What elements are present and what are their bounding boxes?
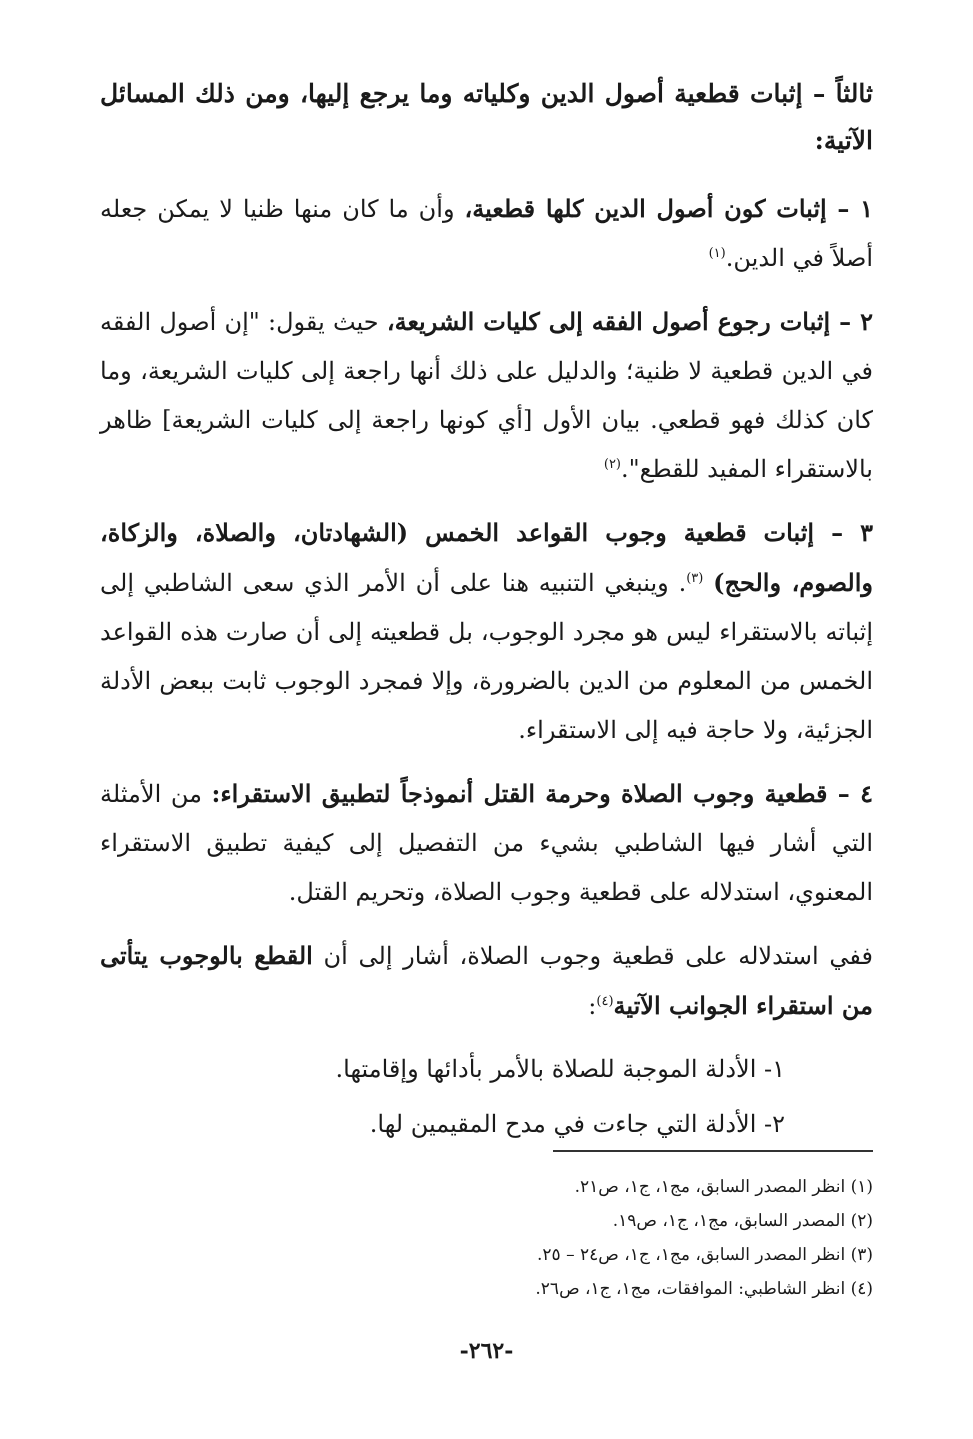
closing-text-end: : [588, 992, 597, 1020]
item-3 [100, 508, 873, 755]
item-1 [100, 184, 873, 283]
footnote-ref-4[interactable]: (٤) [596, 994, 614, 1009]
item-2 [100, 297, 873, 494]
item-4 [100, 769, 873, 917]
list-item-2: ٢- الأدلة التي جاءت في مدح المقيمين لها. [369, 1110, 785, 1138]
closing-paragraph [100, 931, 873, 1031]
footnote-separator [553, 1150, 873, 1152]
page-number: -٢٦٢- [459, 1338, 514, 1364]
item-1-text: وأن ما كان منها ظنيا لا يمكن جعله أصلاً في الدين. [100, 195, 873, 272]
footnotes [100, 1170, 873, 1306]
closing-bold: القطع بالوجوب يتأتى من استقراء الجوانب الآتية [100, 941, 873, 1020]
footnote-4: (٤) انظر الشاطبي: الموافقات، مج١، ج١، ص٢٦. [535, 1279, 873, 1299]
list-item-1: ١- الأدلة الموجبة للصلاة بالأمر بأدائها وإقامتها. [335, 1055, 785, 1083]
item-3-lead: ٣ – إثبات قطعية وجوب القواعد الخمس (الشهادتان، والصلاة، والزكاة، والصوم، والحج) [100, 518, 874, 597]
item-4-text: من الأمثلة التي أشار فيها الشاطبي بشيء من التفصيل إلى كيفية تطبيق الاستقراء المعنوي، استدلاله على قطعية وجوب الصلاة، وتحريم القتل. [100, 780, 873, 906]
footnote-ref-2[interactable]: (٢) [603, 457, 621, 472]
footnote-ref-1[interactable]: (١) [708, 246, 726, 261]
item-4-lead: ٤ – قطعية وجوب الصلاة وحرمة القتل أنموذجاً لتطبيق الاستقراء: [211, 779, 873, 808]
section-heading: ثالثاً – إثبات قطعية أصول الدين وكلياته وما يرجع إليها، ومن ذلك المسائل الآتية: [100, 79, 873, 155]
footnote-1: (١) انظر المصدر السابق، مج١، ج١، ص٢١. [574, 1177, 873, 1197]
footnote-ref-3[interactable]: (٣) [686, 571, 704, 586]
footnote-3: (٣) انظر المصدر السابق، مج١، ج١، ص٢٤ – ٢٥. [537, 1245, 873, 1265]
item-2-text: حيث يقول: "إن أصول الفقه في الدين قطعية لا ظنية؛ والدليل على ذلك أنها راجعة إلى كليات الشريعة، وما كان كذلك فهو قطعي. بيان الأول [أي كونها راجعة إلى كليات الشريعة] ظاهر بالاستقراء المفيد للقطع". [100, 308, 873, 483]
closing-text-start: ففي استدلاله على قطعية وجوب الصلاة، أشار إلى أن [312, 942, 874, 970]
book-page [100, 70, 873, 1400]
footnote-2: (٢) المصدر السابق، مج١، ج١، ص١٩. [612, 1211, 873, 1231]
item-1-lead: ١ – إثبات كون أصول الدين كلها قطعية، [464, 194, 874, 223]
item-2-lead: ٢ – إثبات رجوع أصول الفقه إلى كليات الشريعة، [386, 307, 873, 336]
item-3-text: . وينبغي التنبيه هنا على أن الأمر الذي سعى الشاطبي إلى إثباته بالاستقراء ليس هو مجرد الوجوب، بل قطعيته إلى أن صارت هذه القواعد الخمس من المعلوم من الدين بالضرورة، وإلا فمجرد الوجوب ثابت ببعض الأدلة الجزئية، ولا حاجة فيه إلى الاستقراء. [100, 569, 874, 744]
